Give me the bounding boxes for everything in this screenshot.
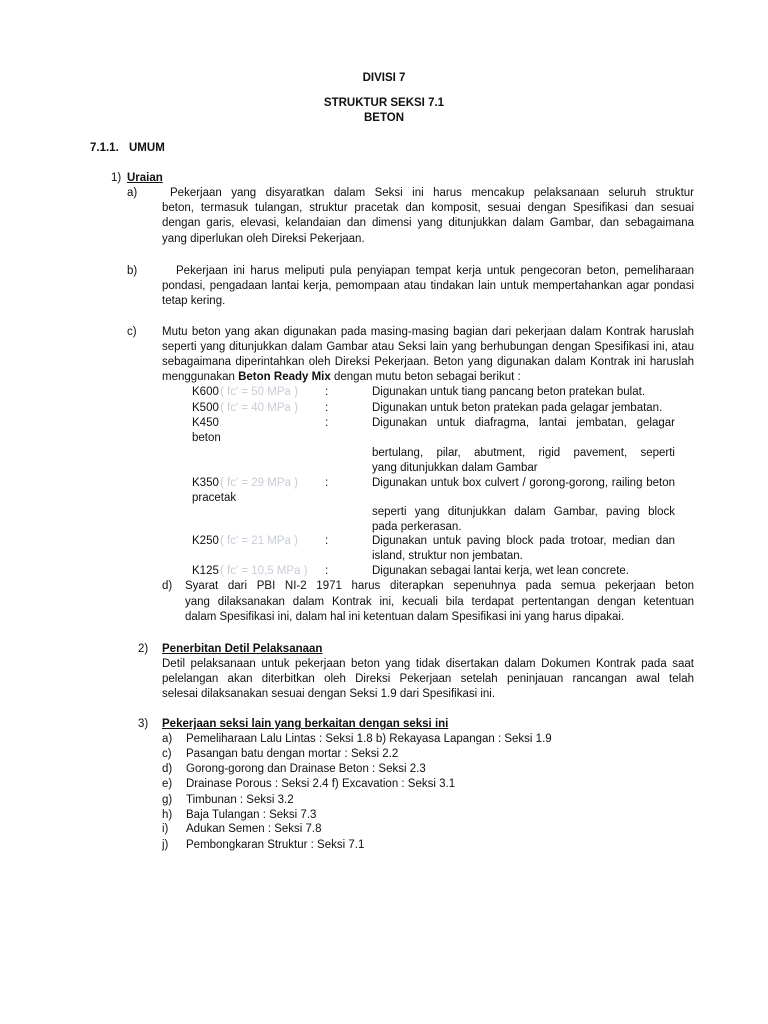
section-heading: UMUM [129,142,165,154]
division-title: DIVISI 7 [362,72,406,84]
grade-colon: : [325,386,329,398]
list-label: h) [162,809,173,821]
list-label: e) [162,778,173,790]
list-label: a) [162,733,173,745]
paragraph-line: yang dilaksanakan dalam Kontrak ini, kecuali bila terdapat pertentangan dengan ketentuan [185,596,694,608]
paragraph-line: beton, termasuk tulangan, struktur pracetak dan komposit, sesuai dengan Spesifikasi dan sesuai [162,202,694,214]
list-item: Pemeliharaan Lalu Lintas : Seksi 1.8 b) Rekayasa Lapangan : Seksi 1.9 [186,733,552,745]
paragraph-line: Syarat dari PBI NI-2 1971 harus diterapkan sepenuhnya pada semua pekerjaan beton [185,580,694,592]
item-number: 1) [111,172,122,184]
list-label: c) [162,748,172,760]
paragraph-line: pelelangan akan diterbitkan oleh Direksi Pekerjaan setelah peninjauan rancangan awal telah [162,673,694,685]
grade-description: Digunakan untuk beton pratekan pada gelagar jembatan. [372,402,663,414]
paragraph-line: Detil pelaksanaan untuk pekerjaan beton yang tidak disertakan dalam Dokumen Kontrak pada saat [162,658,694,670]
paragraph-line: Pekerjaan yang disyaratkan dalam Seksi ini harus mencakup pelaksanaan seluruh struktur [170,187,694,199]
grade-colon: : [325,535,329,547]
grade-colon: : [325,402,329,414]
grade-description: bertulang, pilar, abutment, rigid pavement, seperti [372,447,675,459]
grade-wrap: pracetak [192,492,237,504]
grade-description: Digunakan untuk box culvert / gorong-gorong, railing beton [372,477,675,489]
text-fragment: dengan mutu beton sebagai berikut : [333,371,521,383]
grade-colon: : [325,565,329,577]
list-label: d) [162,763,173,775]
grade-wrap: beton [192,432,221,444]
item-number: 3) [138,718,149,730]
grade-description: Digunakan untuk paving block pada trotoar, median dan [372,535,675,547]
paragraph-line: dalam Spesifikasi ini, dalam hal ini ketentuan dalam Spesifikasi ini yang harus dipakai. [185,611,625,623]
grade-description: pada perkerasan. [372,521,462,533]
grade-description: Digunakan untuk diafragma, lantai jembatan, gelagar [372,417,675,429]
list-label: g) [162,794,173,806]
section-title: STRUKTUR SEKSI 7.1 [323,97,445,109]
list-item: Drainase Porous : Seksi 2.4 f) Excavation : Seksi 3.1 [186,778,456,790]
grade-description: yang ditunjukkan dalam Gambar [372,462,538,474]
sub-label: b) [127,265,138,277]
grade-strength: ( fc' = 29 MPa ) [220,477,298,489]
grade-colon: : [325,417,329,429]
grade-code: K350 [192,477,219,489]
grade-code: K600 [192,386,219,398]
sub-label: a) [127,187,138,199]
item-heading: Penerbitan Detil Pelaksanaan [162,643,323,655]
grade-description: island, struktur non jembatan. [372,550,523,562]
grade-code: K500 [192,402,219,414]
item-heading: Pekerjaan seksi lain yang berkaitan dengan seksi ini [162,718,449,730]
item-heading: Uraian [127,172,163,184]
list-item: Gorong-gorong dan Drainase Beton : Seksi 2.3 [186,763,426,775]
text-fragment: menggunakan [162,371,235,383]
paragraph-line: Mutu beton yang akan digunakan pada masing-masing bagian dari pekerjaan dalam Kontrak haruslah [162,326,694,338]
list-label: j) [162,839,169,851]
paragraph-line: tetap kering. [162,295,226,307]
subject-title: BETON [363,112,405,124]
item-number: 2) [138,643,149,655]
highlighted-term: Beton Ready Mix [238,371,331,383]
grade-strength: ( fc' = 10,5 MPa ) [220,565,308,577]
paragraph-line: seperti yang ditunjukkan dalam Gambar atau Seksi lain yang berhubungan dengan Spesifikasi ini, atau [162,341,694,353]
list-label: i) [162,823,169,835]
grade-colon: : [325,477,329,489]
grade-code: K250 [192,535,219,547]
paragraph-line: sebagaimana diperintahkan oleh Direksi Pekerjaan. Beton yang digunakan dalam Kontrak ini haruslah [162,356,694,368]
grade-code: K125 [192,565,219,577]
paragraph-line: Pekerjaan ini harus meliputi pula penyiapan tempat kerja untuk pengecoran beton, pemeliharaan [176,265,694,277]
grade-strength: ( fc' = 50 MPa ) [220,386,298,398]
list-item: Pembongkaran Struktur : Seksi 7.1 [186,839,365,851]
grade-description: Digunakan sebagai lantai kerja, wet lean concrete. [372,565,629,577]
grade-description: Digunakan untuk tiang pancang beton pratekan bulat. [372,386,646,398]
list-item: Adukan Semen : Seksi 7.8 [186,823,322,835]
paragraph-line [162,370,521,384]
grade-strength: ( fc' = 21 MPa ) [220,535,298,547]
section-number: 7.1.1. [90,142,119,154]
grade-strength: ( fc' = 40 MPa ) [220,402,298,414]
paragraph-line: selesai dilaksanakan sesuai dengan Seksi 1.9 dari Spesifikasi ini. [162,688,496,700]
grade-description: seperti yang ditunjukkan dalam Gambar, paving block [372,506,675,518]
list-item: Timbunan : Seksi 3.2 [186,794,294,806]
paragraph-line: dengan garis, elevasi, kelandaian dan dimensi yang ditunjukkan dalam Gambar, dan sebagaimana [162,217,694,229]
sub-label: c) [127,326,137,338]
paragraph-line: yang diperlukan oleh Direksi Pekerjaan. [162,233,365,245]
sub-label: d) [162,580,173,592]
list-item: Baja Tulangan : Seksi 7.3 [186,809,317,821]
list-item: Pasangan batu dengan mortar : Seksi 2.2 [186,748,399,760]
paragraph-line: pondasi, pengadaan lantai kerja, pemompaan atau tindakan lain untuk mempertahankan agar pondasi [162,280,694,292]
grade-code: K450 [192,417,219,429]
